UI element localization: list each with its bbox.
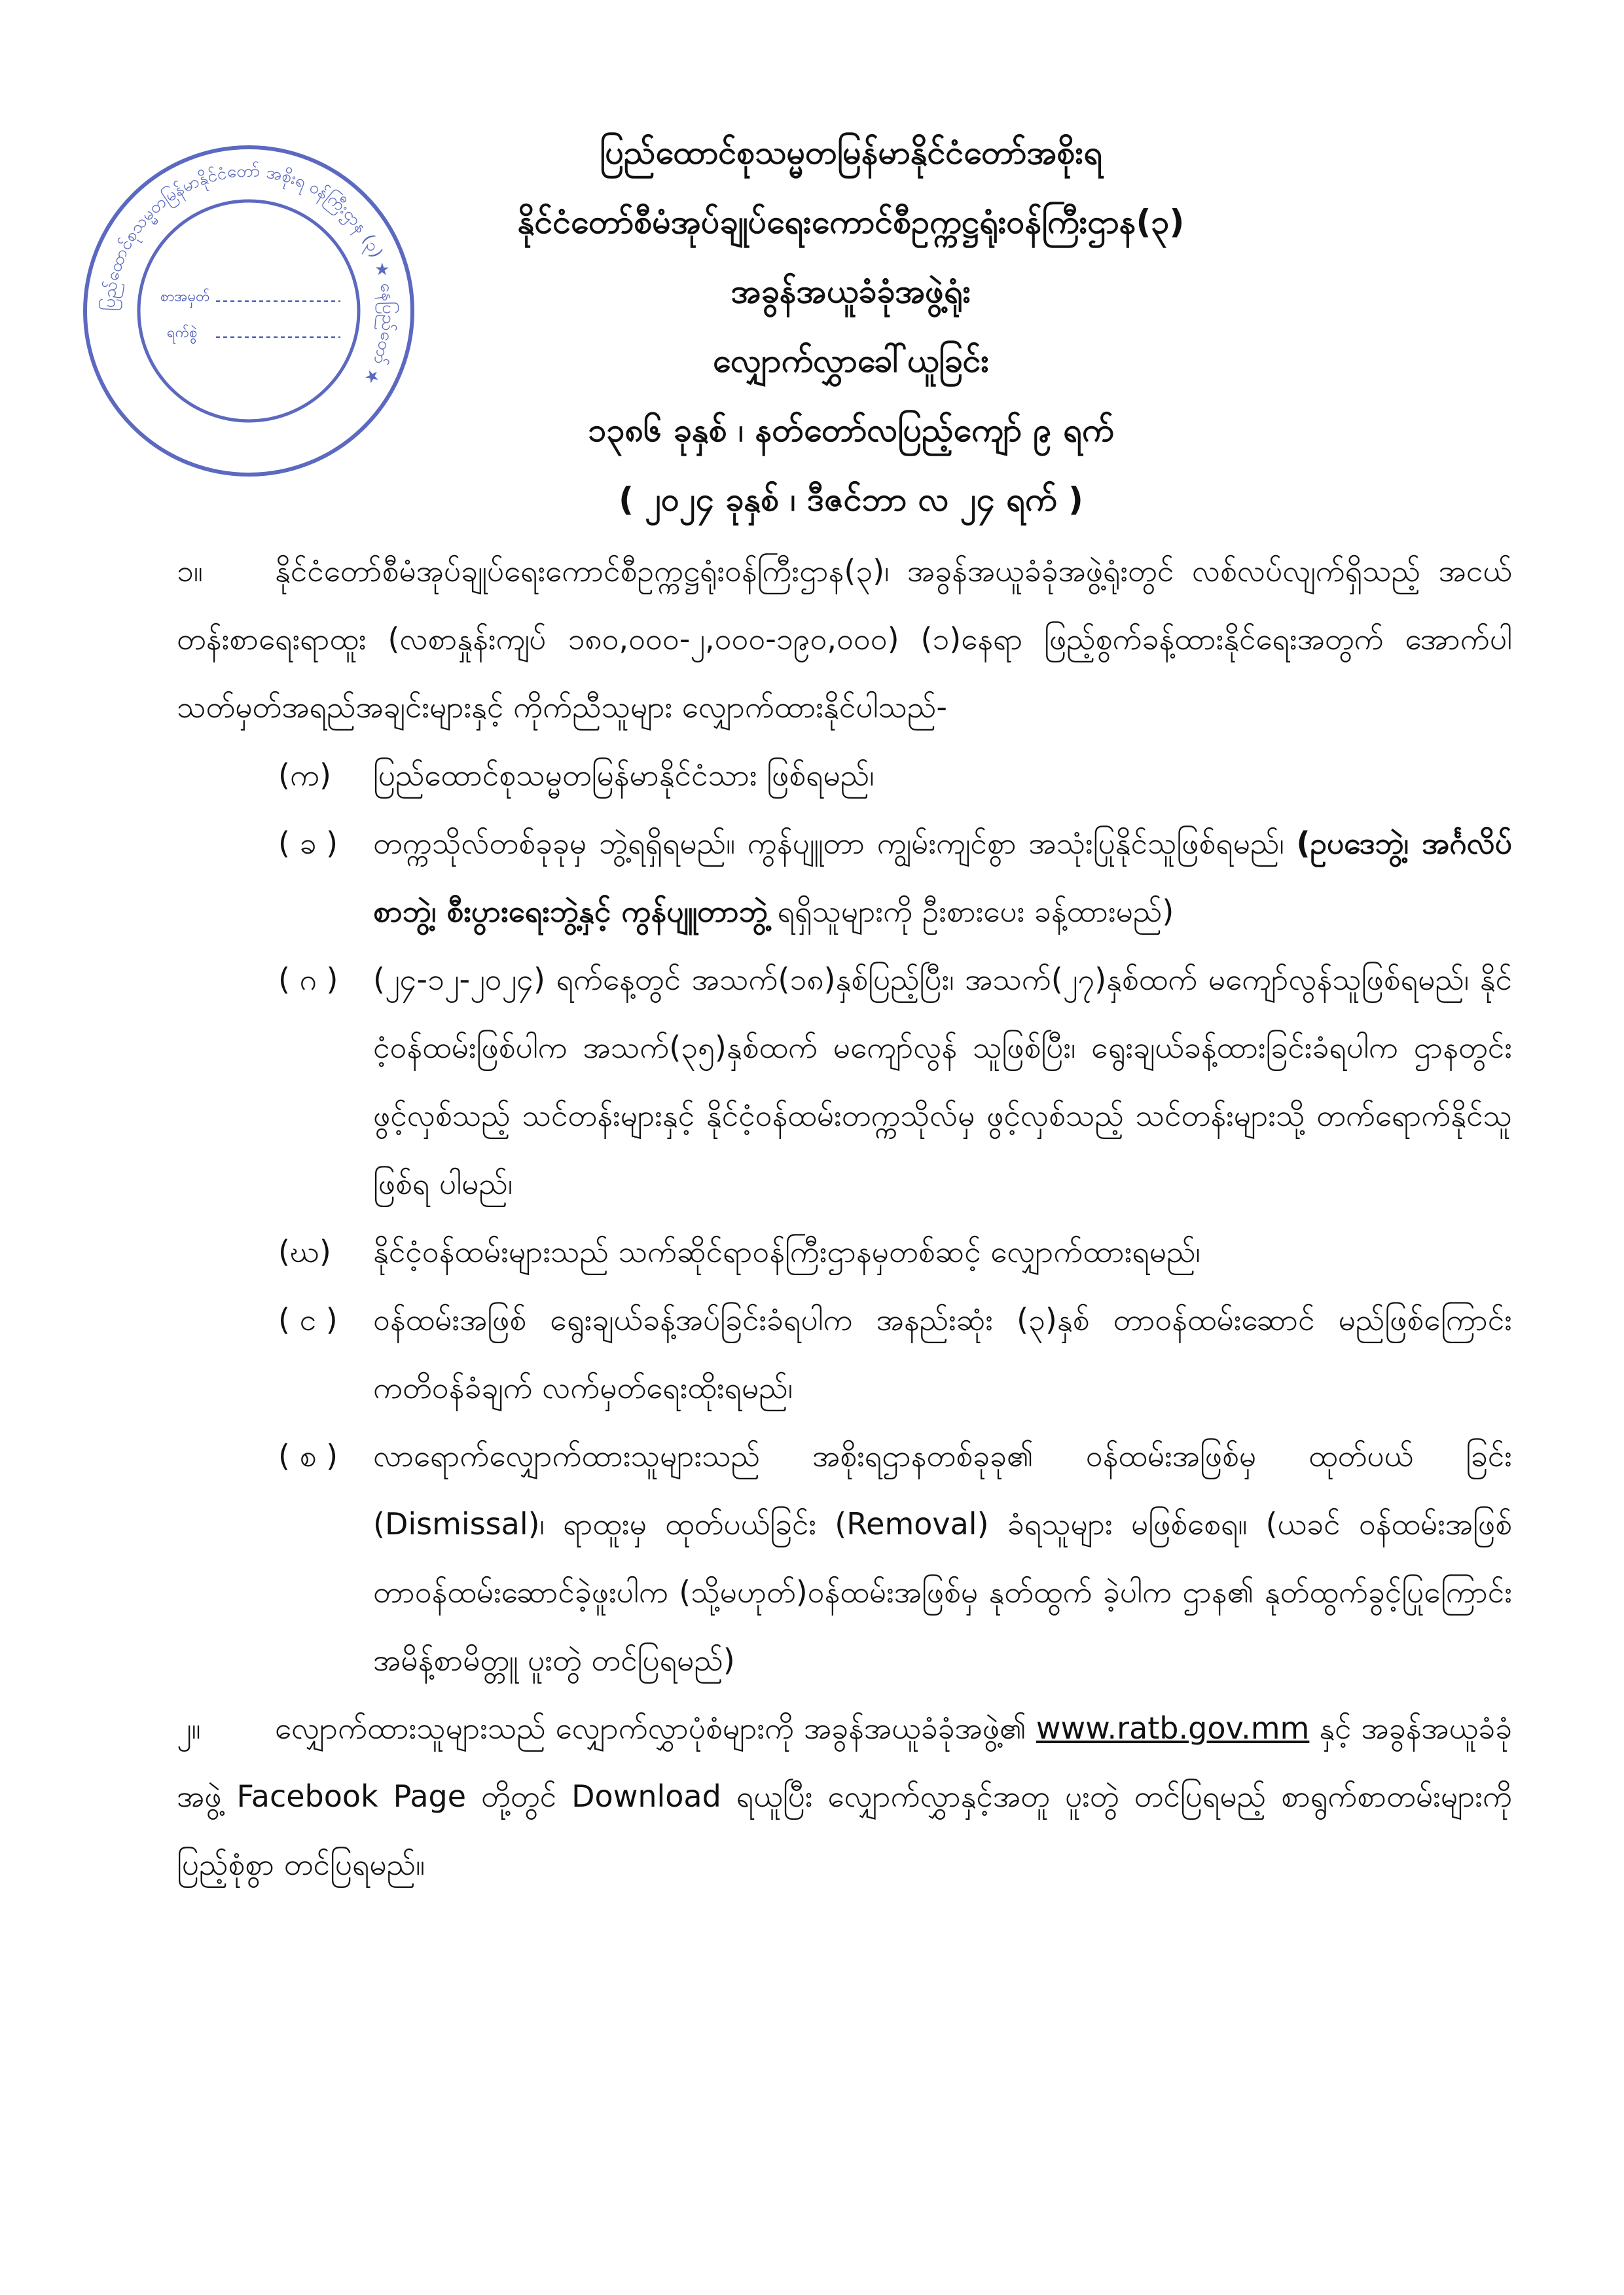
requirement-mark: (ဃ) xyxy=(278,1234,331,1269)
requirement-text: ပြည်ထောင်စုသမ္မတမြန်မာနိုင်ငံသား ဖြစ်ရမည်၊ xyxy=(373,757,875,793)
requirement-text: (၂၄-၁၂-၂၀၂၄) ရက်နေ့တွင် အသက်(၁၈)နှစ်ပြည့်ပြီး၊ အသက်(၂၇)နှစ်ထက် မကျော်လွန်သူဖြစ်ရမည်၊ နိုင်ငံ့ဝန်ထမ်းဖြစ်ပါက အသက်(၃၅)နှစ်ထက် မကျော်လွန် သူဖြစ်ပြီး၊ ရွေးချယ်ခန့်ထားခြင်းခံရပါက ဌာနတွင်း ဖွင့်လှစ်သည့် သင်တန်းများနှင့် နိုင်ငံ့ဝန်ထမ်းတက္ကသိုလ်မှ ဖွင့်လှစ်သည့် သင်တန်းများသို့ တက်ရောက်နိုင်သူ ဖြစ်ရ ပါမည်၊ xyxy=(373,962,1512,1201)
seal-field-1: စာအမှတ် xyxy=(160,289,210,305)
section-2-text: လျှောက်ထားသူများသည် လျှောက်လွှာပုံစံများကို အခွန်အယူခံခုံအဖွဲ့၏ xyxy=(275,1710,1026,1746)
announcement-title: လျှောက်လွှာခေါ်ယူခြင်း xyxy=(712,342,990,380)
gregorian-date: ( ၂၀၂၄ ခုနှစ် ၊ ဒီဇင်ဘာ လ ၂၄ ရက် ) xyxy=(619,480,1083,518)
ministry-title: နိုင်ငံတော်စီမံအုပ်ချုပ်ရေးကောင်စီဥက္ကဋ္ဌရုံးဝန်ကြီးဌာန(၃) xyxy=(517,203,1185,241)
office-title: အခွန်အယူခံခုံအဖွဲ့ရုံး xyxy=(731,272,971,310)
requirement-item xyxy=(177,945,1512,1218)
section-2 xyxy=(177,1694,1512,1898)
preferred-degrees: (ဥပဒေဘွဲ့၊ အင်္ဂလိပ်စာဘွဲ့၊ စီးပွားရေးဘွဲ့နှင့် ကွန်ပျူတာဘွဲ့ xyxy=(373,825,1512,929)
requirement-text: နိုင်ငံ့ဝန်ထမ်းများသည် သက်ဆိုင်ရာဝန်ကြီးဌာနမှတစ်ဆင့် လျှောက်ထားရမည်၊ xyxy=(373,1234,1200,1269)
section-1 xyxy=(177,537,1512,741)
requirement-item xyxy=(177,741,1512,809)
section-1-text: နိုင်ငံတော်စီမံအုပ်ချုပ်ရေးကောင်စီဥက္ကဋ္ဌရုံးဝန်ကြီးဌာန(၃)၊ အခွန်အယူခံခုံအဖွဲ့ရုံးတွင် လစ်လပ်လျက်ရှိသည့် အငယ်တန်းစာရေးရာထူး (လစာနှုန်းကျပ် ၁၈၀,၀၀၀-၂,၀၀၀-၁၉၀,၀၀၀) (၁)နေရာ ဖြည့်စွက်ခန့်ထားနိုင်ရေးအတွက် အောက်ပါသတ်မှတ်အရည်အချင်းများနှင့် ကိုက်ညီသူများ လျှောက်ထားနိုင်ပါသည်- xyxy=(177,553,1512,725)
requirement-text: တက္ကသိုလ်တစ်ခုခုမှ ဘွဲ့ရရှိရမည်။ ကွန်ပျူတာ ကျွမ်းကျင်စွာ အသုံးပြုနိုင်သူဖြစ်ရမည်၊ xyxy=(373,825,1284,861)
myanmar-date: ၁၃၈၆ ခုနှစ် ၊ နတ်တော်လပြည့်ကျော် ၉ ရက် xyxy=(588,411,1114,449)
section-2-text-cont: နှင့် အခွန်အယူခံခုံအဖွဲ့ Facebook Page တို့တွင် Download ရယူပြီး လျှောက်လွှာနှင့်အတူ ပူးတွဲ တင်ပြရမည့် စာရွက်စာတမ်းများကို ပြည့်စုံစွာ တင်ပြရမည်။ xyxy=(177,1710,1513,1882)
government-title: ပြည်ထောင်စုသမ္မတမြန်မာနိုင်ငံတော်အစိုးရ xyxy=(600,134,1102,172)
requirement-mark: ( စ ) xyxy=(278,1438,338,1473)
requirement-mark: ( ဂ ) xyxy=(278,962,338,997)
requirement-mark: (က) xyxy=(278,757,331,793)
document-header xyxy=(367,118,1335,534)
requirement-mark: ( ခ ) xyxy=(278,825,338,861)
section-1-number: ၁။ xyxy=(177,553,203,588)
document-body xyxy=(177,537,1512,1898)
requirement-text: လာရောက်လျှောက်ထားသူများသည် အစိုးရဌာနတစ်ခုခု၏ ဝန်ထမ်းအဖြစ်မှ ထုတ်ပယ် ခြင်း (Dismissal)၊ ရာထူးမှ ထုတ်ပယ်ခြင်း (Removal) ခံရသူများ မဖြစ်စေရ။ (ယခင် ဝန်ထမ်းအဖြစ် တာဝန်ထမ်းဆောင်ခဲ့ဖူးပါက (သို့မဟုတ်)ဝန်ထမ်းအဖြစ်မှ နုတ်ထွက် ခဲ့ပါက ဌာန၏ နုတ်ထွက်ခွင့်ပြုကြောင်း အမိန့်စာမိတ္တူ ပူးတွဲ တင်ပြရမည်) xyxy=(373,1438,1512,1678)
svg-text:ပြည်ထောင်စုသမ္မတမြန်မာနိုင်ငံတ xyxy=(98,160,400,388)
requirement-text: ဝန်ထမ်းအဖြစ် ရွေးချယ်ခန့်အပ်ခြင်းခံရပါက အနည်းဆုံး (၃)နှစ် တာဝန်ထမ်းဆောင် မည်ဖြစ်ကြောင်း ကတိဝန်ခံချက် လက်မှတ်ရေးထိုးရမည်၊ xyxy=(373,1302,1512,1405)
requirement-item xyxy=(177,1218,1512,1286)
requirement-item xyxy=(177,809,1512,945)
requirement-item xyxy=(177,1422,1512,1694)
seal-field-2: ရက်စွဲ xyxy=(167,325,198,341)
website-link[interactable]: www.ratb.gov.mm xyxy=(1036,1710,1310,1746)
section-2-number: ၂။ xyxy=(177,1710,201,1746)
requirement-text-cont: ရရှိသူများကို ဦးစားပေး ခန့်ထားမည်) xyxy=(777,894,1174,929)
seal-ring-text: ပြည်ထောင်စုသမ္မတမြန်မာနိုင်ငံတော် အစိုးရ ဝန်ကြီးဌာန (၃) ★ နေပြည်တော် ★ xyxy=(99,161,399,388)
requirement-item xyxy=(177,1286,1512,1422)
requirement-mark: ( င ) xyxy=(278,1302,338,1337)
